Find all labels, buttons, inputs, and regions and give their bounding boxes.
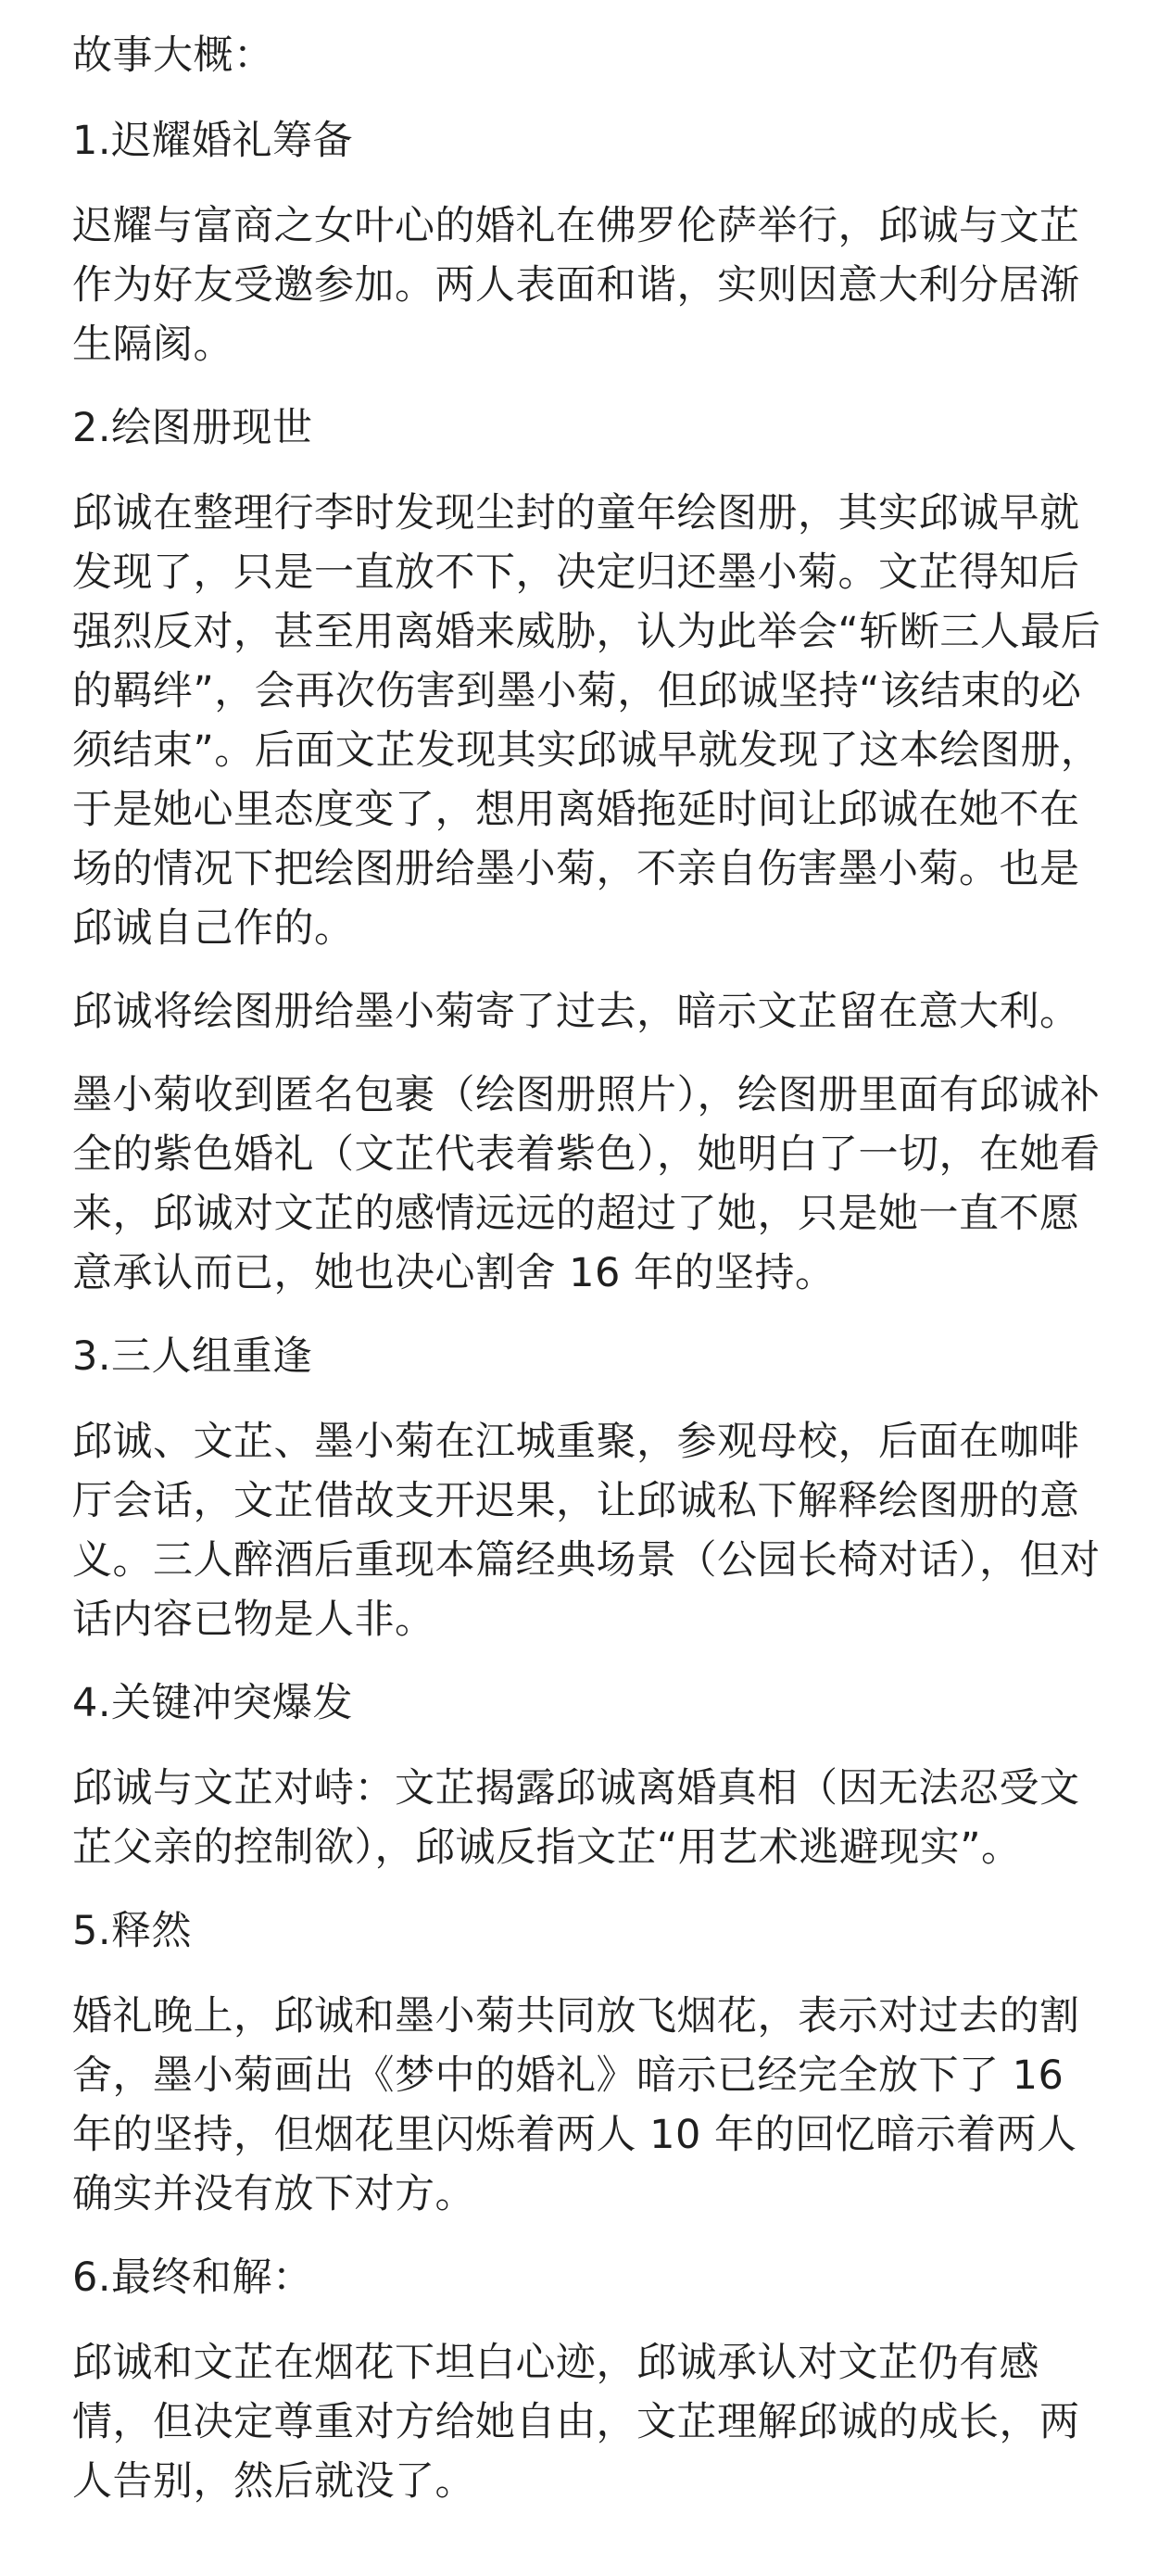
section-5-paragraph-1: 婚礼晚上，邱诚和墨小菊共同放飞烟花，表示对过去的割舍，墨小菊画出《梦中的婚礼》暗示已经完全放下了 16 年的坚持，但烟花里闪烁着两人 10 年的回忆暗示着两人确实并没有放下对方。 — [72, 1993, 1080, 2217]
section-2-paragraph-1: 邱诚在整理行李时发现尘封的童年绘图册，其实邱诚早就发现了，只是一直放不下，决定归还墨小菊。文芷得知后强烈反对，甚至用离婚来威胁，认为此举会“斩断三人最后的羁绊”，会再次伤害到墨小菊，但邱诚坚持“该结束的必须结束”。后面文芷发现其实邱诚早就发现了这本绘图册，于是她心里态度变了，想用离婚拖延时间让邱诚在她不在场的情况下把绘图册给墨小菊，不亲自伤害墨小菊。也是邱诚自己作的。 — [72, 490, 1102, 952]
document-title: 故事大概： — [72, 32, 274, 79]
section-2-paragraph-2: 邱诚将绘图册给墨小菊寄了过去，暗示文芷留在意大利。 — [72, 989, 1080, 1035]
section-2-paragraph-3: 墨小菊收到匿名包裹（绘图册照片），绘图册里面有邱诚补全的紫色婚礼（文芷代表着紫色），她明白了一切，在她看来，邱诚对文芷的感情远远的超过了她，只是她一直不愿意承认而已，她也决心割舍 16 年的坚持。 — [72, 1072, 1101, 1296]
section-heading-6: 6.最终和解： — [72, 2254, 313, 2301]
section-1-paragraph-1: 迟耀与富商之女叶心的婚礼在佛罗伦萨举行，邱诚与文芷作为好友受邀参加。两人表面和谐，实则因意大利分居渐生隔阂。 — [72, 203, 1080, 368]
section-3-paragraph-1: 邱诚、文芷、墨小菊在江城重聚，参观母校，后面在咖啡厅会话，文芷借故支开迟果，让邱诚私下解释绘图册的意义。三人醉酒后重现本篇经典场景（公园长椅对话），但对话内容已物是人非。 — [72, 1419, 1101, 1643]
section-heading-1: 1.迟耀婚礼筹备 — [72, 118, 354, 164]
section-heading-5: 5.释然 — [72, 1908, 193, 1954]
section-heading-2: 2.绘图册现世 — [72, 405, 313, 451]
section-4-paragraph-1: 邱诚与文芷对峙：文芷揭露邱诚离婚真相（因无法忍受文芷父亲的控制欲），邱诚反指文芷“用艺术逃避现实”。 — [72, 1765, 1080, 1871]
section-heading-3: 3.三人组重逢 — [72, 1333, 313, 1380]
section-6-paragraph-1: 邱诚和文芷在烟花下坦白心迹，邱诚承认对文芷仍有感情，但决定尊重对方给她自由，文芷理解邱诚的成长，两人告别，然后就没了。 — [72, 2340, 1080, 2505]
section-heading-4: 4.关键冲突爆发 — [72, 1680, 354, 1726]
